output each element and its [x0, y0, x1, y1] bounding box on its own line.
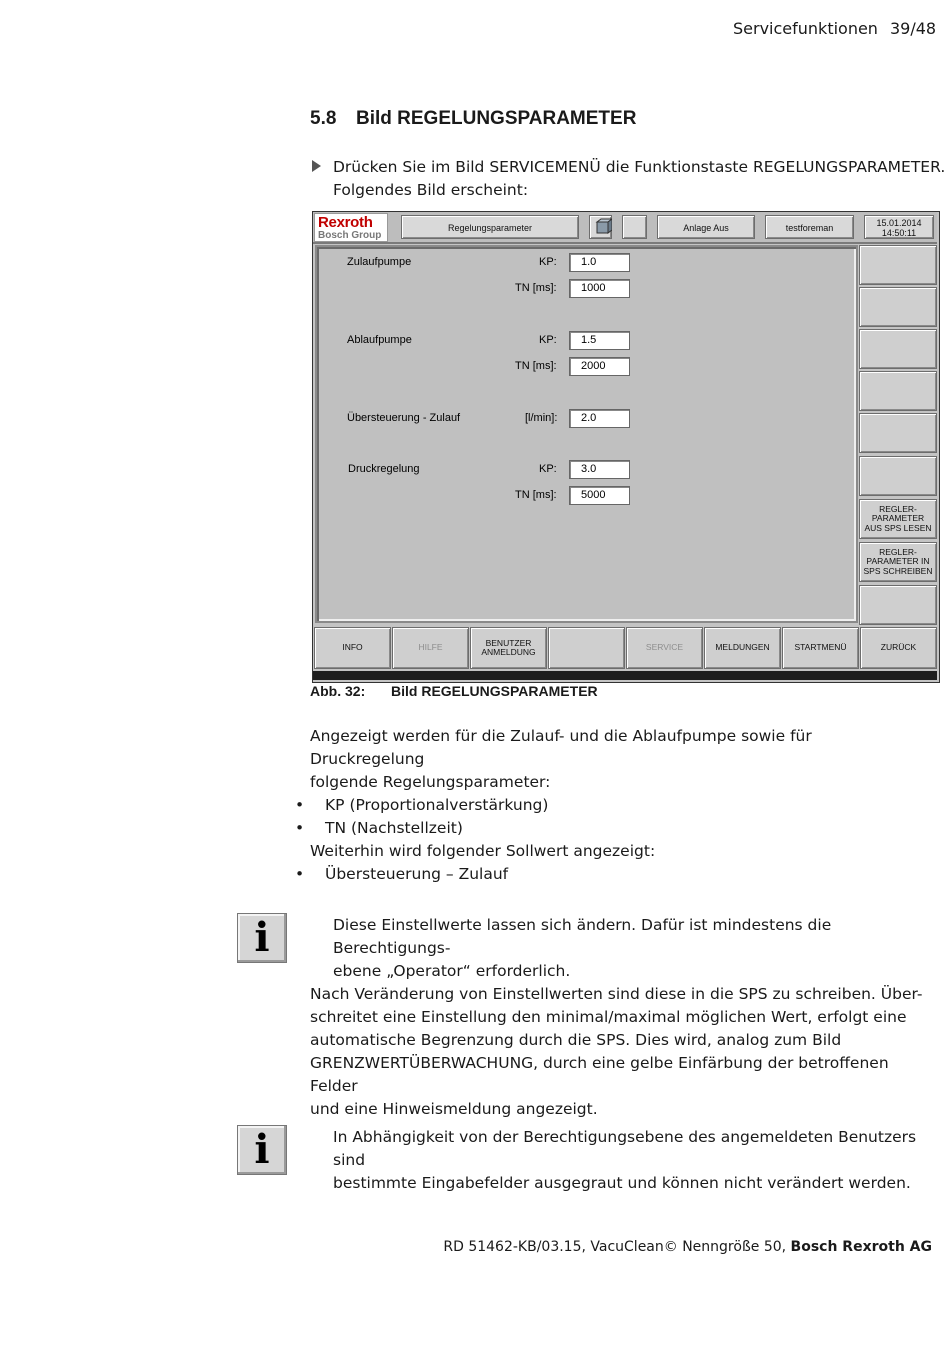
para3-line-1: Nach Veränderung von Einstellwerten sind diese in die SPS zu schreiben. Über-: [310, 985, 923, 1003]
service-button[interactable]: SERVICE: [626, 627, 703, 669]
bullet-uebersteuerung: • Übersteuerung – Zulauf: [310, 863, 930, 886]
zulauf-tn-label: TN [ms]:: [515, 282, 557, 294]
para2-line-1: Weiterhin wird folgender Sollwert angezeigt:: [310, 842, 656, 860]
running-header-section: Servicefunktionen: [733, 19, 878, 38]
note-greyed-fields: [333, 1126, 933, 1195]
group-zulaufpumpe: Zulaufpumpe: [347, 256, 412, 268]
hmi-date: 15.01.2014: [876, 218, 922, 228]
para3-line-5: und eine Hinweismeldung angezeigt.: [310, 1100, 598, 1118]
read-btn-line-1: REGLER-: [879, 503, 917, 514]
hmi-status-line: [313, 671, 937, 680]
footer-text: RD 51462-KB/03.15, VacuClean© Nenngröße 50,: [443, 1239, 791, 1255]
note1-line-2: ebene „Operator“ erforderlich.: [333, 962, 571, 980]
section-number: 5.8: [310, 108, 337, 129]
read-params-from-plc-button[interactable]: [859, 499, 937, 539]
ablauf-tn-field[interactable]: 2000: [569, 357, 630, 376]
messages-button[interactable]: MELDUNGEN: [704, 627, 781, 669]
side-button-1[interactable]: [859, 245, 937, 285]
side-button-4[interactable]: [859, 371, 937, 411]
group-uebersteuerung: Übersteuerung - Zulauf: [347, 412, 461, 424]
instruction-line-2: Folgendes Bild erscheint:: [333, 181, 529, 199]
hmi-empty-status: [622, 215, 647, 239]
side-button-2[interactable]: [859, 287, 937, 327]
druck-kp-field[interactable]: 3.0: [569, 460, 630, 479]
write-btn-line-2: PARAMETER IN: [866, 556, 930, 567]
info-button[interactable]: INFO: [314, 627, 391, 669]
help-button[interactable]: HILFE: [392, 627, 469, 669]
ablauf-kp-label: KP:: [539, 334, 557, 346]
page-footer: [443, 1239, 932, 1255]
hmi-user: testforeman: [765, 215, 854, 239]
note2-line-1: In Abhängigkeit von der Berechtigungsebene des angemeldeten Benutzers sind: [333, 1128, 917, 1169]
note-permission: [333, 914, 933, 983]
instruction-line-1: Drücken Sie im Bild SERVICEMENÜ die Funktionstaste REGELUNGSPARAMETER.: [333, 158, 946, 176]
paragraph-parameters: [310, 725, 930, 840]
bullet-kp: • KP (Proportionalverstärkung): [310, 794, 930, 817]
user-login-line-1: BENUTZER: [485, 637, 532, 648]
rexroth-logo: [314, 213, 388, 242]
hmi-datetime: [864, 215, 934, 239]
user-login-button[interactable]: [470, 627, 547, 669]
side-button-9[interactable]: [859, 585, 937, 625]
ablauf-tn-label: TN [ms]:: [515, 360, 557, 372]
druck-tn-label: TN [ms]:: [515, 489, 557, 501]
instruction-step: [333, 156, 945, 202]
figure-caption: [310, 683, 598, 699]
para3-line-2: schreitet eine Einstellung den minimal/maximal möglichen Wert, erfolgt eine: [310, 1008, 907, 1026]
caption-label: Abb. 32:: [310, 683, 366, 699]
ueber-value-field[interactable]: 2.0: [569, 409, 630, 428]
hmi-time: 14:50:11: [881, 228, 917, 238]
bottom-empty-button[interactable]: [548, 627, 625, 669]
read-btn-line-3: AUS SPS LESEN: [864, 522, 932, 533]
side-button-5[interactable]: [859, 413, 937, 453]
write-btn-line-1: REGLER-: [879, 546, 917, 557]
side-button-6[interactable]: [859, 456, 937, 496]
para1-line-1: Angezeigt werden für die Zulauf- und die Ablaufpumpe sowie für Druckregelung: [310, 727, 812, 768]
user-login-line-2: ANMELDUNG: [481, 647, 536, 657]
bullet-tn: • TN (Nachstellzeit): [310, 817, 930, 840]
write-params-to-plc-button[interactable]: [859, 542, 937, 582]
paragraph-setpoint: [310, 840, 930, 886]
start-menu-button[interactable]: STARTMENÜ: [782, 627, 859, 669]
group-ablaufpumpe: Ablaufpumpe: [347, 334, 412, 346]
ablauf-kp-field[interactable]: 1.5: [569, 331, 630, 350]
caption-text: Bild REGELUNGSPARAMETER: [391, 683, 598, 699]
zulauf-tn-field[interactable]: 1000: [569, 279, 630, 298]
logo-line-2: Bosch Group: [318, 230, 382, 241]
ueber-unit-label: [l/min]:: [525, 412, 558, 424]
group-druckregelung: Druckregelung: [348, 463, 420, 475]
write-btn-line-3: SPS SCHREIBEN: [863, 565, 933, 576]
side-button-3[interactable]: [859, 329, 937, 369]
logo-line-1: Rexroth: [318, 214, 373, 231]
footer-company: Bosch Rexroth AG: [790, 1239, 932, 1255]
section-title: Bild REGELUNGSPARAMETER: [356, 108, 637, 129]
info-icon: i: [237, 913, 287, 963]
parameter-panel: [315, 245, 858, 623]
note2-line-2: bestimmte Eingabefelder ausgegraut und können nicht verändert werden.: [333, 1174, 911, 1192]
info-icon: i: [237, 1125, 287, 1175]
zulauf-kp-field[interactable]: 1.0: [569, 253, 630, 272]
para3-line-4: GRENZWERTÜBERWACHUNG, durch eine gelbe Einfärbung der betroffenen Felder: [310, 1054, 889, 1095]
pump-icon: [594, 218, 612, 236]
para1-line-2: folgende Regelungsparameter:: [310, 773, 551, 791]
para3-line-3: automatische Begrenzung durch die SPS. Dies wird, analog zum Bild: [310, 1031, 842, 1049]
note1-line-1: Diese Einstellwerte lassen sich ändern. Dafür ist mindestens die Berechtigungs-: [333, 916, 832, 957]
page-number: 39/48: [890, 19, 937, 38]
hmi-title-bar: [313, 212, 937, 244]
read-btn-line-2: PARAMETER: [871, 513, 925, 524]
triangle-arrow-icon: [312, 160, 321, 172]
back-button[interactable]: ZURÜCK: [860, 627, 937, 669]
hmi-plant-status: Anlage Aus: [657, 215, 755, 239]
hmi-screenshot: [312, 211, 940, 683]
druck-kp-label: KP:: [539, 463, 557, 475]
paragraph-plc-write: [310, 983, 930, 1121]
zulauf-kp-label: KP:: [539, 256, 557, 268]
druck-tn-field[interactable]: 5000: [569, 486, 630, 505]
section-heading: [310, 108, 636, 130]
hmi-screen-title: Regelungsparameter: [401, 215, 579, 239]
